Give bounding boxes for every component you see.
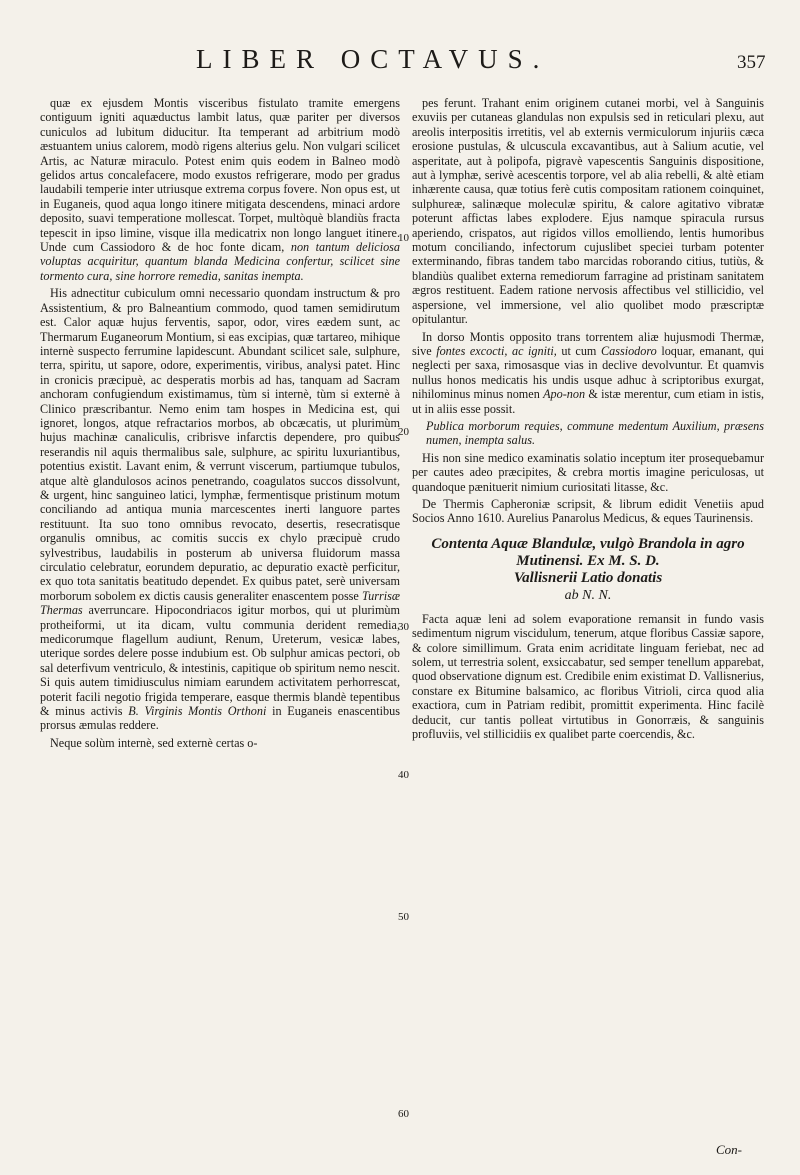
paragraph-text: ut cum [561, 343, 597, 358]
left-column [40, 96, 400, 753]
paragraph-text: averruncare. Hipocondriacos igitur morbos, qui ut plurimùm protheiformi, ut ita dicam, vultu communia derident remedia, medicorumque flagellum audiunt, Renum, Ureterum, vesicæ labes, uterique sordes delere posse indubium est. Ob sulphur amicas pectori, ob sal deterfivum ventriculo, & intestinis, capitique ob spiritum nemo nescit. Si quis autem timidiusculus nimiam earundem activitatem perhorrescat, poterit facili negotio frigida temperare, easque thermis blandè tepentibus & minus activis [40, 603, 400, 719]
line-number: 30 [398, 621, 409, 633]
paragraph-text: quæ ex ejusdem Montis visceribus fistulato tramite emergens contiguum igniti aquæductus lambit latus, quæ pariter per diversos cuniculos ad lubitum diducitur. Ita temperant ad arbitrium modò æstuantem unius calorem, modò rigens alterius gelu. Non vulgari scilicet Artis, ac Naturæ miraculo. Potest enim quis eodem in Balneo modò gelidos artus concalefacere, modo exustos refrigerare, modo per gradus laudabili temperie inter utriusque extrema corpus fovere. Non opus est, ut in Euganeis, quod aqua longo itinere mitigata descendens, minaci ardore deposito, suavi temperatione mollescat. Torpet, multòquè blandiùs fracta tepescit in ipso limine, visque illa medicatrix non longo languet itinere. Unde cum Cassiodoro & de hoc fonte dicam, [40, 96, 400, 255]
right-column [412, 96, 764, 744]
page-number: 357 [737, 52, 766, 73]
heading-line: ab N. N. [564, 587, 612, 603]
paragraph-text: His non sine medico examinatis solatio inceptum iter prosequebamur per cautes adeo præcipites, & crebra mortis imagine periculosas, ut quandoque pænituerit nimium curiositati litasse, &c. [412, 450, 764, 494]
paragraph-text: loquar, emanant, qui neglecti per saxa, rimosasque vias in declive devolvuntur. Et quamvis nullus honos medicatis his undis usque adhuc à scriptoribus exurgat, nihilominus minus nomen [412, 343, 765, 402]
italic-term: B. Virginis Montis Orthoni [128, 704, 267, 719]
paragraph [40, 736, 400, 750]
paragraph [412, 451, 764, 494]
running-title: LIBER OCTAVUS. [196, 44, 550, 74]
line-number: 50 [398, 911, 409, 923]
paragraph [412, 612, 764, 742]
paragraph [412, 497, 764, 526]
italic-term: fontes excocti, ac igniti, [436, 343, 557, 358]
paragraph-text: Facta aquæ leni ad solem evaporatione remansit in fundo vasis sedimentum nigrum viscidulum, tenerum, atque floribus Cassiæ sapore, & colore simillimum. Grata enim acriditate linguam feriebat, nec ad solem, ut terrestria solent, exsiccabatur, sed semper tenellum apparebat, quod observatione dignum est. Credibile enim existimat D. Vallisnerius, constare ex Bitumine balsamico, ac floribus Vitrioli, circa quod alia exactiora, cum in Patriam redibit, promittit experimenta. Hinc facilè deducit, cur tantis polleat virtutibus in Gonorræis, & sanguinis profluviis, vel stillicidiis ex qualibet parte coercendis, &c. [412, 611, 764, 742]
paragraph-text: & istæ merentur, cum etiam in istis, ut in aliis esse possit. [412, 387, 765, 416]
line-number: 20 [398, 426, 409, 438]
paragraph-text: pes ferunt. Trahant enim originem cutanei morbi, vel à Sanguinis exuviis per cutaneas glandulas non expulsis sed in reticulari plexu, aut areolis interpositis irretitis, vel ab externis vermiculorum injuriis cæca erosione pustulas, & ulcuscula excavantibus, aut à Salium acutie, vel asperitate, aut à polipofa, pigravè vapescentis Sanguinis dispositione, aut à lymphæ, serivè acescentis torpore, vel ab alia rebelli, & altè etiam inhærente causa, quæ totius ferè cutis compositam rationem coinquinet, sulphureæ, salinæque moleculæ spiritu, & calore agitativo vibratæ poterunt affictas labes explodere. Ejus namque spiracula rursus aperiendo, crispatos, aut rigidos villos emolliendo, lentis humoribus motum conciliando, infectorum cujuslibet speciei turbam potenter exterminando, fibras tandem tabo marcidas roborando citius, tutiùs, & blandiùs qualibet externa remediorum farragine ad pristinam sanitatem ægros restituent. Eadem ratione nervosis affectibus vel stillicidio, vel aspersione, vel immersione, vel alio quolibet modo præscriptæ opitulantur. [412, 96, 764, 327]
line-number: 10 [398, 232, 409, 244]
paragraph-text: in Euganeis enascentibus prorsus æmulas reddere. [40, 704, 400, 733]
catchword: Con- [716, 1142, 742, 1157]
paragraph [412, 96, 764, 327]
paragraph-text: De Thermis Capheroniæ scripsit, & librum edidit Venetiis apud Socios Anno 1610. Aurelius Panarolus Medicus, & eques Taurinensis. [412, 496, 764, 526]
line-number: 60 [398, 1108, 409, 1120]
italic-quote: non tantum deliciosa voluptas acquiritur, quantum blanda Medicina confertur, scilicet sine tormento cura, sine horrore remedia, sanitas inempta. [40, 240, 401, 283]
line-number: 40 [398, 769, 409, 781]
paragraph [40, 286, 400, 733]
verse-quote: Publica morborum requies, commune medentum Auxilium, præsens numen, inempta salus. [426, 418, 764, 448]
paragraph-text: His adnectitur cubiculum omni necessario quondam instructum & pro Assistentium, & pro Balneantium commodo, quod tamen semidirutum est. Calor aquæ hujus ferventis, sapor, odor, vires eædem sunt, ac Thermarum Euganeorum Montium, si eas excipias, quæ tartareo, mihique internè suspecto ferrumine lapidescunt. Abundant scilicet sale, sulphure, terra, spiritu, ut sapore, odore, experimentis, viribus, analysi patet. Hinc in cronicis præcipuè, ac desperatis morbis ad has, tanquam ad Sacram anchoram confugiendum existimamus, tùm si internè, tùm si externè à Clinico præscribantur. Nemo enim tam hospes in Medicina est, qui ignoret, longos, atque refractarios morbos, ab obcæcatis, ut plurimùm hujus machinæ canaliculis, cribrisve infarctis dependere, pro quibus reserandis nil aquis thermalibus sale, sulphure, ac spiritu luxuriantibus, potentius existit. Lavant enim, & verrunt viscerum, partiumque tubulos, atque altè glandulosos acinos penetrando, coagulatos succos dissolvunt, & urgent, hinc sanguineo latici, lymphæ, fermentisque pristinum motum conciliando ad antiqua munia marcescentes inerti languore partes restituunt. Ita suo tono omnibus revocato, desertis, resecratisque organulis omnibus, ac comitis succis ex chylo præcipuè crudo sylvestribus, laudabilis in posterum ab universa fluidorum massa circulatio celebratur, eorundem depuratio, ac depuratio exactè perficitur, ex quo tota sanitatis beatitudo dependet. Ex quibus patet, serè universam morborum sobolem ex dictis causis generaliter enascentem posse [40, 286, 400, 603]
paragraph [412, 330, 764, 416]
heading-line: Contenta Aquæ Blandulæ, vulgò Brandola in agro Mutinensi. Ex M. S. D. [431, 535, 745, 569]
paragraph-text: In dorso Montis opposito trans torrentem aliæ hujusmodi Thermæ, sive [412, 329, 764, 358]
italic-term: Cassiodoro [600, 343, 657, 358]
paragraph-text: Neque solùm internè, sed externè certas o- [50, 735, 258, 750]
section-heading [412, 536, 764, 604]
italic-term: Turrisæ Thermas [40, 588, 400, 618]
heading-line: Vallisnerii Latio donatis [513, 569, 663, 586]
paragraph [40, 96, 400, 283]
italic-term: Apo-non [543, 387, 586, 402]
